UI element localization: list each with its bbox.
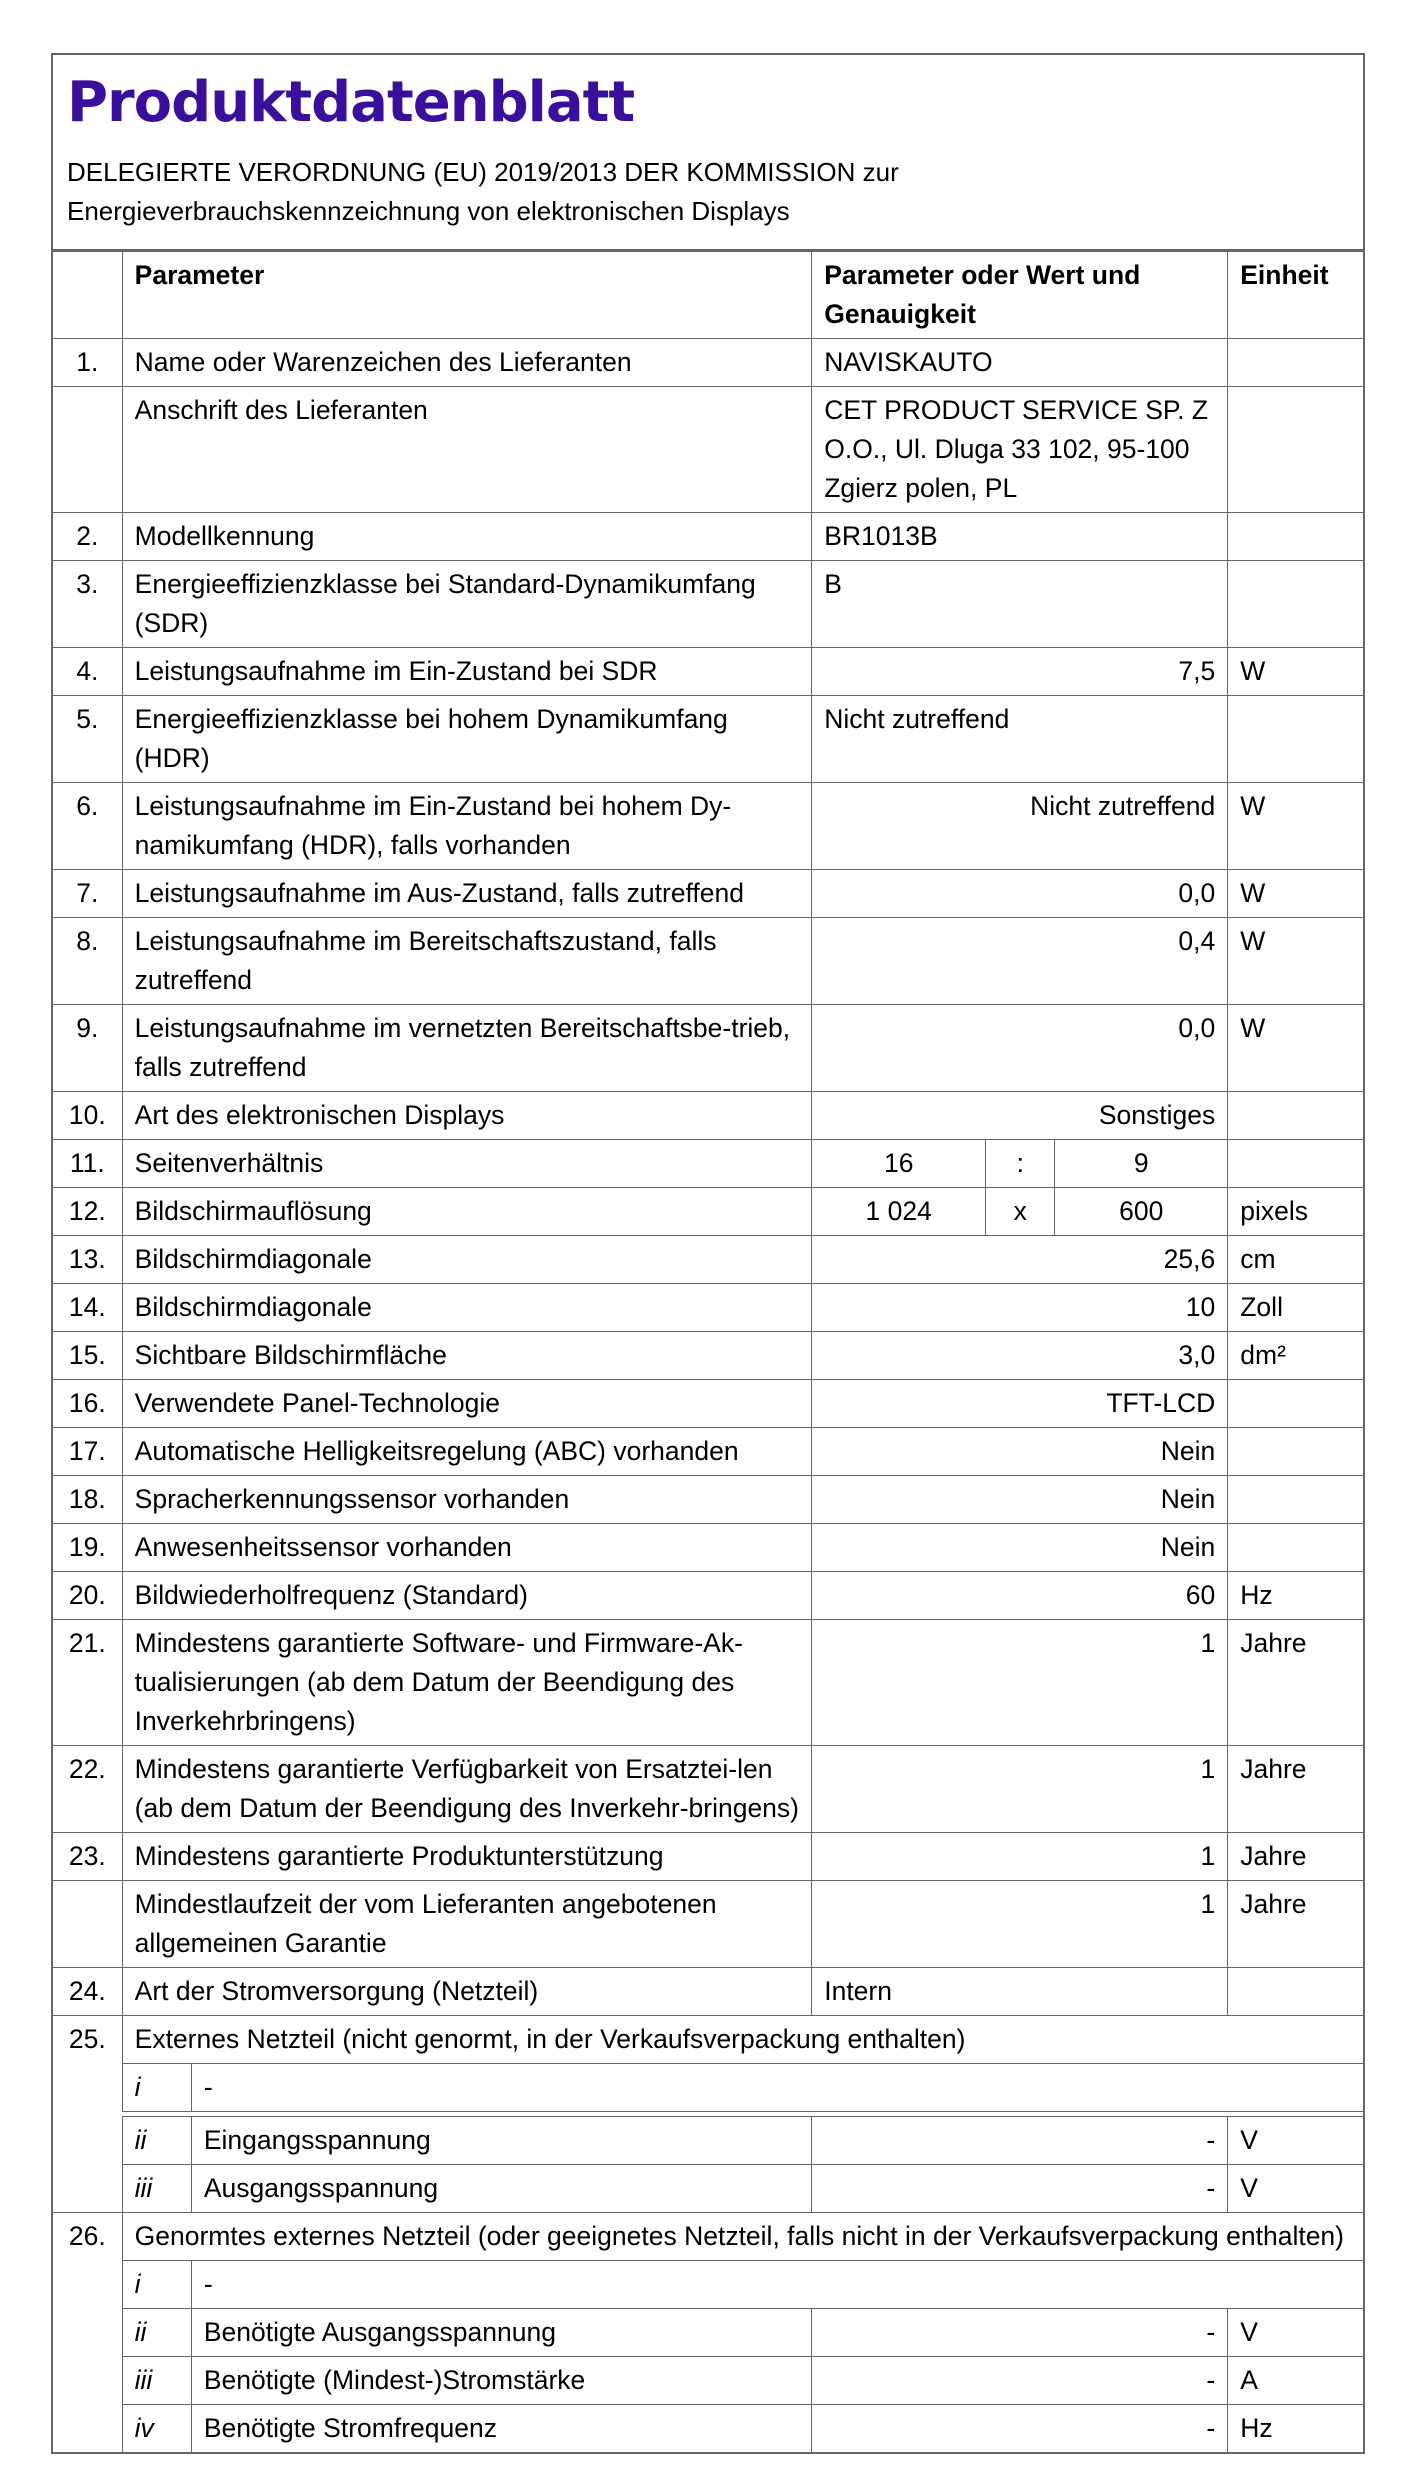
row-unit: Jahre: [1228, 1746, 1363, 1833]
table-row: [53, 1005, 1363, 1092]
subrow-index: iii: [122, 2165, 191, 2213]
row-label: Mindestlaufzeit der vom Lieferanten angebotenen allgemeinen Garantie: [122, 1881, 812, 1968]
table-row: [53, 513, 1363, 561]
subrow-label: Benötigte (Mindest-)Stromstärke: [191, 2357, 811, 2405]
subrow-unit-spacer: [1228, 2261, 1363, 2309]
row-unit: W: [1228, 1005, 1363, 1092]
subrow-label: -: [191, 2064, 1227, 2112]
row-label: Art der Stromversorgung (Netzteil): [122, 1968, 812, 2016]
row-label: Leistungsaufnahme im Bereitschaftszustand, falls zutreffend: [122, 918, 812, 1005]
table-row: [53, 1188, 1363, 1236]
table-row: [53, 1524, 1363, 1572]
aspect-height: 9: [1055, 1140, 1228, 1188]
row-unit: Zoll: [1228, 1284, 1363, 1332]
subrow-index: i: [122, 2064, 191, 2112]
table-row-section: [53, 2213, 1363, 2261]
subrow-label: -: [191, 2261, 1227, 2309]
row-number: 10.: [53, 1092, 122, 1140]
subtitle-line-2: Energieverbrauchskennzeichnung von elektronischen Displays: [67, 196, 790, 226]
row-label: Mindestens garantierte Verfügbarkeit von Ersatztei-len (ab dem Datum der Beendigung des Inverkehr-bringens): [122, 1746, 812, 1833]
table-subrow: [53, 2165, 1363, 2213]
table-header-row: [53, 252, 1363, 339]
row-unit: [1228, 513, 1363, 561]
row-label: Seitenverhältnis: [122, 1140, 812, 1188]
table-row: [53, 1620, 1363, 1746]
row-number: 5.: [53, 696, 122, 783]
table-subrow: [53, 2117, 1363, 2165]
subrow-index: ii: [122, 2309, 191, 2357]
row-number-spacer: [53, 2405, 122, 2453]
row-label: Bildschirmdiagonale: [122, 1236, 812, 1284]
row-label: Art des elektronischen Displays: [122, 1092, 812, 1140]
subrow-value: -: [812, 2309, 1228, 2357]
row-label: Leistungsaufnahme im vernetzten Bereitschaftsbe-trieb, falls zutreffend: [122, 1005, 812, 1092]
table-subrow: [53, 2309, 1363, 2357]
row-unit: Hz: [1228, 1572, 1363, 1620]
row-value: CET PRODUCT SERVICE SP. Z O.O., Ul. Dluga 33 102, 95-100 Zgierz polen, PL: [812, 387, 1228, 513]
row-number: [53, 1881, 122, 1968]
table-row: [53, 1284, 1363, 1332]
row-unit: [1228, 1476, 1363, 1524]
section-label: Externes Netzteil (nicht genormt, in der Verkaufsverpackung enthalten): [122, 2016, 1363, 2064]
parameter-table: [53, 251, 1363, 2452]
subrow-label: Ausgangsspannung: [191, 2165, 811, 2213]
row-value: 1: [812, 1620, 1228, 1746]
row-value: 1: [812, 1833, 1228, 1881]
row-value: 7,5: [812, 648, 1228, 696]
product-data-sheet: [51, 53, 1365, 2454]
table-row: [53, 648, 1363, 696]
row-label: Mindestens garantierte Produktunterstützung: [122, 1833, 812, 1881]
subrow-unit: V: [1228, 2117, 1363, 2165]
row-label: Spracherkennungssensor vorhanden: [122, 1476, 812, 1524]
row-label: Name oder Warenzeichen des Lieferanten: [122, 339, 812, 387]
row-unit: [1228, 1968, 1363, 2016]
row-unit: [1228, 387, 1363, 513]
row-unit: [1228, 696, 1363, 783]
row-label: Mindestens garantierte Software- und Firmware-Ak-tualisierungen (ab dem Datum der Beendigung des Inverkehrbringens): [122, 1620, 812, 1746]
table-row: [53, 1572, 1363, 1620]
row-number: 22.: [53, 1746, 122, 1833]
resolution-height: 600: [1055, 1188, 1228, 1236]
row-value: BR1013B: [812, 513, 1228, 561]
row-value: Intern: [812, 1968, 1228, 2016]
row-number: 20.: [53, 1572, 122, 1620]
row-number: 12.: [53, 1188, 122, 1236]
row-unit: [1228, 561, 1363, 648]
row-label: Sichtbare Bildschirmfläche: [122, 1332, 812, 1380]
row-value: Nicht zutreffend: [812, 783, 1228, 870]
row-number: 7.: [53, 870, 122, 918]
subrow-unit: V: [1228, 2165, 1363, 2213]
header-value: Parameter oder Wert und Genauigkeit: [812, 252, 1228, 339]
subrow-value: -: [812, 2405, 1228, 2453]
row-number: 11.: [53, 1140, 122, 1188]
row-number: 24.: [53, 1968, 122, 2016]
row-value: 0,0: [812, 1005, 1228, 1092]
row-number-spacer: [53, 2309, 122, 2357]
row-value: Nein: [812, 1524, 1228, 1572]
row-unit: [1228, 339, 1363, 387]
row-number: 25.: [53, 2016, 122, 2064]
subrow-index: ii: [122, 2117, 191, 2165]
row-label: Energieeffizienzklasse bei hohem Dynamikumfang (HDR): [122, 696, 812, 783]
row-value: Nein: [812, 1476, 1228, 1524]
row-value: 1: [812, 1881, 1228, 1968]
subrow-value: -: [812, 2357, 1228, 2405]
subrow-label: Benötigte Ausgangsspannung: [191, 2309, 811, 2357]
resolution-separator: x: [986, 1188, 1055, 1236]
row-value: 0,4: [812, 918, 1228, 1005]
row-number-spacer: [53, 2165, 122, 2213]
row-unit: W: [1228, 783, 1363, 870]
row-number: 4.: [53, 648, 122, 696]
subrow-label: Eingangsspannung: [191, 2117, 811, 2165]
row-unit: cm: [1228, 1236, 1363, 1284]
table-row: [53, 1968, 1363, 2016]
page-title: Produktdatenblatt: [67, 70, 635, 135]
row-unit: [1228, 1140, 1363, 1188]
row-value: B: [812, 561, 1228, 648]
row-label: Bildschirmauflösung: [122, 1188, 812, 1236]
row-number: 15.: [53, 1332, 122, 1380]
row-label: Automatische Helligkeitsregelung (ABC) vorhanden: [122, 1428, 812, 1476]
row-label: Energieeffizienzklasse bei Standard-Dynamikumfang (SDR): [122, 561, 812, 648]
row-value: 1: [812, 1746, 1228, 1833]
table-row: [53, 339, 1363, 387]
row-unit: dm²: [1228, 1332, 1363, 1380]
row-number: 8.: [53, 918, 122, 1005]
row-label: Anwesenheitssensor vorhanden: [122, 1524, 812, 1572]
sheet-header: [53, 55, 1363, 251]
row-number: 17.: [53, 1428, 122, 1476]
subrow-index: iii: [122, 2357, 191, 2405]
row-label: Leistungsaufnahme im Aus-Zustand, falls zutreffend: [122, 870, 812, 918]
table-row-section: [53, 2016, 1363, 2064]
table-row: [53, 1833, 1363, 1881]
header-unit: Einheit: [1228, 252, 1363, 339]
row-number: 13.: [53, 1236, 122, 1284]
row-label: Leistungsaufnahme im Ein-Zustand bei hohem Dy-namikumfang (HDR), falls vorhanden: [122, 783, 812, 870]
row-number: 21.: [53, 1620, 122, 1746]
row-unit: Jahre: [1228, 1620, 1363, 1746]
row-number: 1.: [53, 339, 122, 387]
table-row: [53, 783, 1363, 870]
row-number: 19.: [53, 1524, 122, 1572]
row-value: 3,0: [812, 1332, 1228, 1380]
table-row: [53, 918, 1363, 1005]
row-value: TFT-LCD: [812, 1380, 1228, 1428]
subtitle-line-1: DELEGIERTE VERORDNUNG (EU) 2019/2013 DER KOMMISSION zur: [67, 157, 899, 187]
subrow-label: Benötigte Stromfrequenz: [191, 2405, 811, 2453]
row-unit: [1228, 1092, 1363, 1140]
header-num-cell: [53, 252, 122, 339]
resolution-width: 1 024: [812, 1188, 986, 1236]
row-label: Bildwiederholfrequenz (Standard): [122, 1572, 812, 1620]
row-number-spacer: [53, 2357, 122, 2405]
table-subrow: [53, 2405, 1363, 2453]
row-number: 26.: [53, 2213, 122, 2261]
row-number-spacer: [53, 2064, 122, 2112]
table-subrow: [53, 2357, 1363, 2405]
header-parameter: Parameter: [122, 252, 812, 339]
table-row: [53, 1332, 1363, 1380]
row-label: Anschrift des Lieferanten: [122, 387, 812, 513]
aspect-separator: :: [986, 1140, 1055, 1188]
row-number-spacer: [53, 2261, 122, 2309]
row-unit: [1228, 1380, 1363, 1428]
row-value: NAVISKAUTO: [812, 339, 1228, 387]
row-label: Leistungsaufnahme im Ein-Zustand bei SDR: [122, 648, 812, 696]
subrow-unit: Hz: [1228, 2405, 1363, 2453]
regulation-subtitle: [67, 153, 1349, 231]
section-label: Genormtes externes Netzteil (oder geeignetes Netzteil, falls nicht in der Verkaufsverpackung enthalten): [122, 2213, 1363, 2261]
subrow-unit: A: [1228, 2357, 1363, 2405]
row-number: 14.: [53, 1284, 122, 1332]
row-value: Nein: [812, 1428, 1228, 1476]
row-value: 10: [812, 1284, 1228, 1332]
row-number-spacer: [53, 2117, 122, 2165]
table-row: [53, 1092, 1363, 1140]
row-number: 18.: [53, 1476, 122, 1524]
row-value: 25,6: [812, 1236, 1228, 1284]
table-subrow: [53, 2261, 1363, 2309]
subrow-unit: V: [1228, 2309, 1363, 2357]
table-row: [53, 1140, 1363, 1188]
row-value: 0,0: [812, 870, 1228, 918]
row-label: Bildschirmdiagonale: [122, 1284, 812, 1332]
row-number: 2.: [53, 513, 122, 561]
row-value: Nicht zutreffend: [812, 696, 1228, 783]
aspect-width: 16: [812, 1140, 986, 1188]
row-unit: Jahre: [1228, 1881, 1363, 1968]
table-row: [53, 1881, 1363, 1968]
row-unit: [1228, 1428, 1363, 1476]
table-row: [53, 1476, 1363, 1524]
row-number: 23.: [53, 1833, 122, 1881]
table-subrow: [53, 2064, 1363, 2112]
row-unit: W: [1228, 648, 1363, 696]
row-number: [53, 387, 122, 513]
row-unit: [1228, 1524, 1363, 1572]
subrow-index: i: [122, 2261, 191, 2309]
subrow-value: -: [812, 2165, 1228, 2213]
table-row: [53, 1746, 1363, 1833]
subrow-unit-spacer: [1228, 2064, 1363, 2112]
subrow-index: iv: [122, 2405, 191, 2453]
row-value: Sonstiges: [812, 1092, 1228, 1140]
row-label: Verwendete Panel-Technologie: [122, 1380, 812, 1428]
row-unit: W: [1228, 918, 1363, 1005]
table-row: [53, 870, 1363, 918]
table-row: [53, 561, 1363, 648]
row-label: Modellkennung: [122, 513, 812, 561]
row-number: 9.: [53, 1005, 122, 1092]
row-unit: pixels: [1228, 1188, 1363, 1236]
row-number: 6.: [53, 783, 122, 870]
row-unit: W: [1228, 870, 1363, 918]
row-number: 3.: [53, 561, 122, 648]
row-unit: Jahre: [1228, 1833, 1363, 1881]
subrow-value: -: [812, 2117, 1228, 2165]
row-number: 16.: [53, 1380, 122, 1428]
table-row: [53, 1380, 1363, 1428]
row-value: 60: [812, 1572, 1228, 1620]
table-row: [53, 387, 1363, 513]
table-row: [53, 1236, 1363, 1284]
table-row: [53, 1428, 1363, 1476]
table-row: [53, 696, 1363, 783]
